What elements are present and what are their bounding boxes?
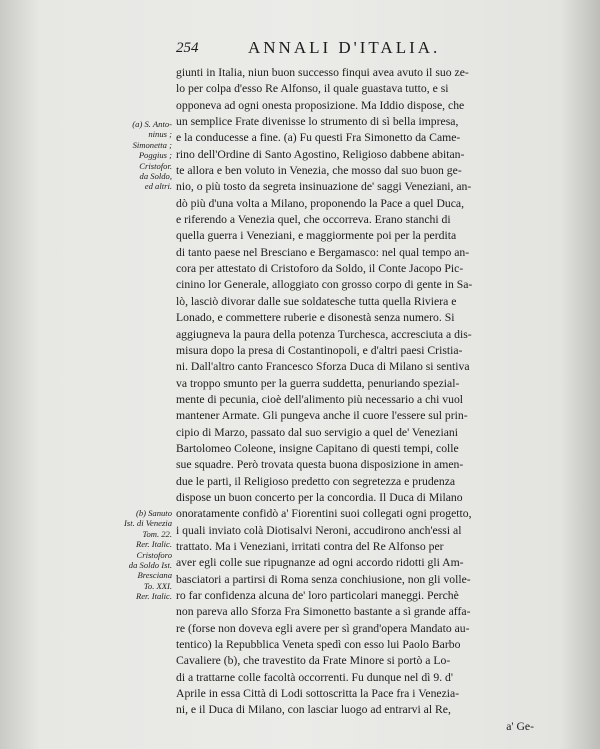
text-line: quella guerra i Veneziani, e maggiormente poi per la perdita (176, 229, 457, 243)
text-line: mente di pecunia, cioè dell'alimento più necessario a chi vuol (176, 392, 464, 406)
text-line: trattato. Ma i Veneziani, irritati contra del Re Alfonso per (176, 539, 444, 553)
text-line: e la conducesse a fine. (a) Fu questi Fra Simonetto da Came- (176, 131, 461, 145)
margin-note-b (106, 508, 172, 602)
text-line: giunti in Italia, niun buon successo finqui avea avuto il suo ze- (176, 66, 469, 79)
text-line: onoratamente confidò a' Fiorentini suoi collegati ogni progetto, (176, 507, 472, 521)
text-line: a' Ge- (506, 719, 534, 733)
margin-note-line: da Soldo Ist. (128, 559, 172, 570)
text-line: sue squadre. Però trovata questa buona disposizione in amen- (176, 458, 464, 472)
text-line: misura dopo la presa di Costantinopoli, e d'altri paesi Cristia- (176, 343, 463, 357)
margin-note-line: da Soldo, (139, 170, 172, 181)
text-line: lò, lasciò divorar dalle sue soldatesche tutta quella Riviera e (176, 294, 457, 308)
text-line: te allora e ben voluto in Venezia, che mosso dal suo buon ge- (176, 164, 462, 178)
text-line: aggiugneva la paura della potenza Turchesca, accresciuta a dis- (176, 327, 472, 341)
text-line: Aprile in essa Città di Lodi sottoscritta la Pace fra i Venezia- (176, 687, 460, 701)
text-line: basciatori a partirsi di Roma senza conchiusione, non gli volle- (176, 572, 471, 586)
text-line: lo per colpa d'esso Re Alfonso, il quale guastava tutto, e si (176, 82, 449, 96)
text-line: tentico) la Repubblica Veneta spedì con esso lui Paolo Barbo (176, 638, 461, 652)
margin-note-a (106, 119, 172, 192)
text-line: ni. Dall'altro canto Francesco Sforza Duca di Milano si sentiva (176, 360, 470, 374)
text-line: opponeva ad ogni onesta proposizione. Ma Iddio dispose, che (176, 98, 465, 112)
margin-note-line: (b) Sanuto (135, 508, 172, 518)
margin-note-line: To. XXI. (143, 580, 172, 591)
text-line: di tanto paese nel Bresciano e Bergamasco: nel qual tempo an- (176, 245, 470, 259)
margin-note-line: Cristoforo (136, 549, 172, 560)
margin-note-line: Tom. 22. (142, 528, 172, 539)
text-line: non pareva allo Sforza Fra Simonetto bastante a sì grande affa- (176, 605, 471, 619)
margin-note-line: ninus ; (148, 129, 172, 140)
text-line: mantener Armate. Gli pungeva anche il cuore l'essere sul prin- (176, 409, 468, 423)
text-line: ro far confidenza alcuna de' loro particolari maneggi. Perchè (176, 589, 459, 602)
text-line: va troppo smunto per la guerra suddetta, penuriando spezial- (176, 376, 460, 390)
margin-note-line: Rer. Italic. (135, 539, 172, 550)
margin-note-line: Ist. di Venezia (124, 518, 172, 529)
text-line: Cavaliere (b), che travestito da Frate Minore si portò a Lo- (176, 654, 451, 668)
text-line: cora per attestato di Cristoforo da Soldo, il Conte Jacopo Pic- (176, 262, 464, 276)
margin-note-line: (a) S. Anto- (132, 119, 172, 129)
text-line: Bartolomeo Coleone, insigne Capitano di questi tempi, colle (176, 441, 459, 455)
text-line: Lonado, e commettere ruberie e disonestà senza numero. Si (176, 311, 455, 325)
text-line: cinino lor Generale, alloggiato con grosso corpo di gente in Sa- (176, 278, 473, 292)
text-line: due le parti, il Religioso predetto con segretezza e prudenza (176, 474, 456, 488)
text-line: un semplice Frate divenisse lo strumento di sì bella impresa, (176, 115, 459, 129)
margin-note-line: Poggius ; (138, 150, 172, 161)
text-line: cipio di Marzo, passato dal suo servigio a quel de' Veneziani (176, 425, 458, 439)
text-line: rino dell'Ordine di Santo Agostino, Religioso dabbene abitan- (176, 147, 465, 161)
margin-note-line: Rer. Italic. (135, 591, 172, 602)
body-text (176, 65, 544, 735)
page-number: 254 (176, 40, 199, 56)
text-line: i quali inviato colà Diotisalvi Neroni, accudirono anch'essi al (176, 523, 462, 537)
text-line: aver egli colle sue ripugnanze ad ogni accordo ridotti gli Am- (176, 556, 464, 570)
text-line: dò più d'una volta a Milano, proponendo la Pace a quel Duca, (176, 196, 465, 210)
text-line: dispose un buon concerto per la concordia. Il Duca di Milano (176, 490, 463, 504)
text-line: re (forse non doveva egli avere per sì grand'opera Mandato au- (176, 621, 470, 635)
margin-note-line: ed altri. (144, 181, 172, 192)
text-line: ni, e il Duca di Milano, con lasciar luogo ad entrarvi al Re, (176, 703, 451, 717)
margin-note-line: Bresciana (137, 570, 172, 581)
text-line: di a trattarne colle facoltà occorrenti. Fu dunque nel dì 9. d' (176, 670, 453, 684)
margin-note-line: Simonetta ; (132, 139, 172, 150)
text-line: nio, o più tosto da segreta insinuazione de' saggi Veneziani, an- (176, 180, 472, 194)
text-line: e riferendo a Venezia quel, che occorreva. Erano stanchi di (176, 213, 451, 227)
page-header (176, 34, 496, 62)
margin-note-line: Cristofor. (139, 160, 172, 171)
running-title: ANNALI D'ITALIA. (248, 38, 441, 57)
